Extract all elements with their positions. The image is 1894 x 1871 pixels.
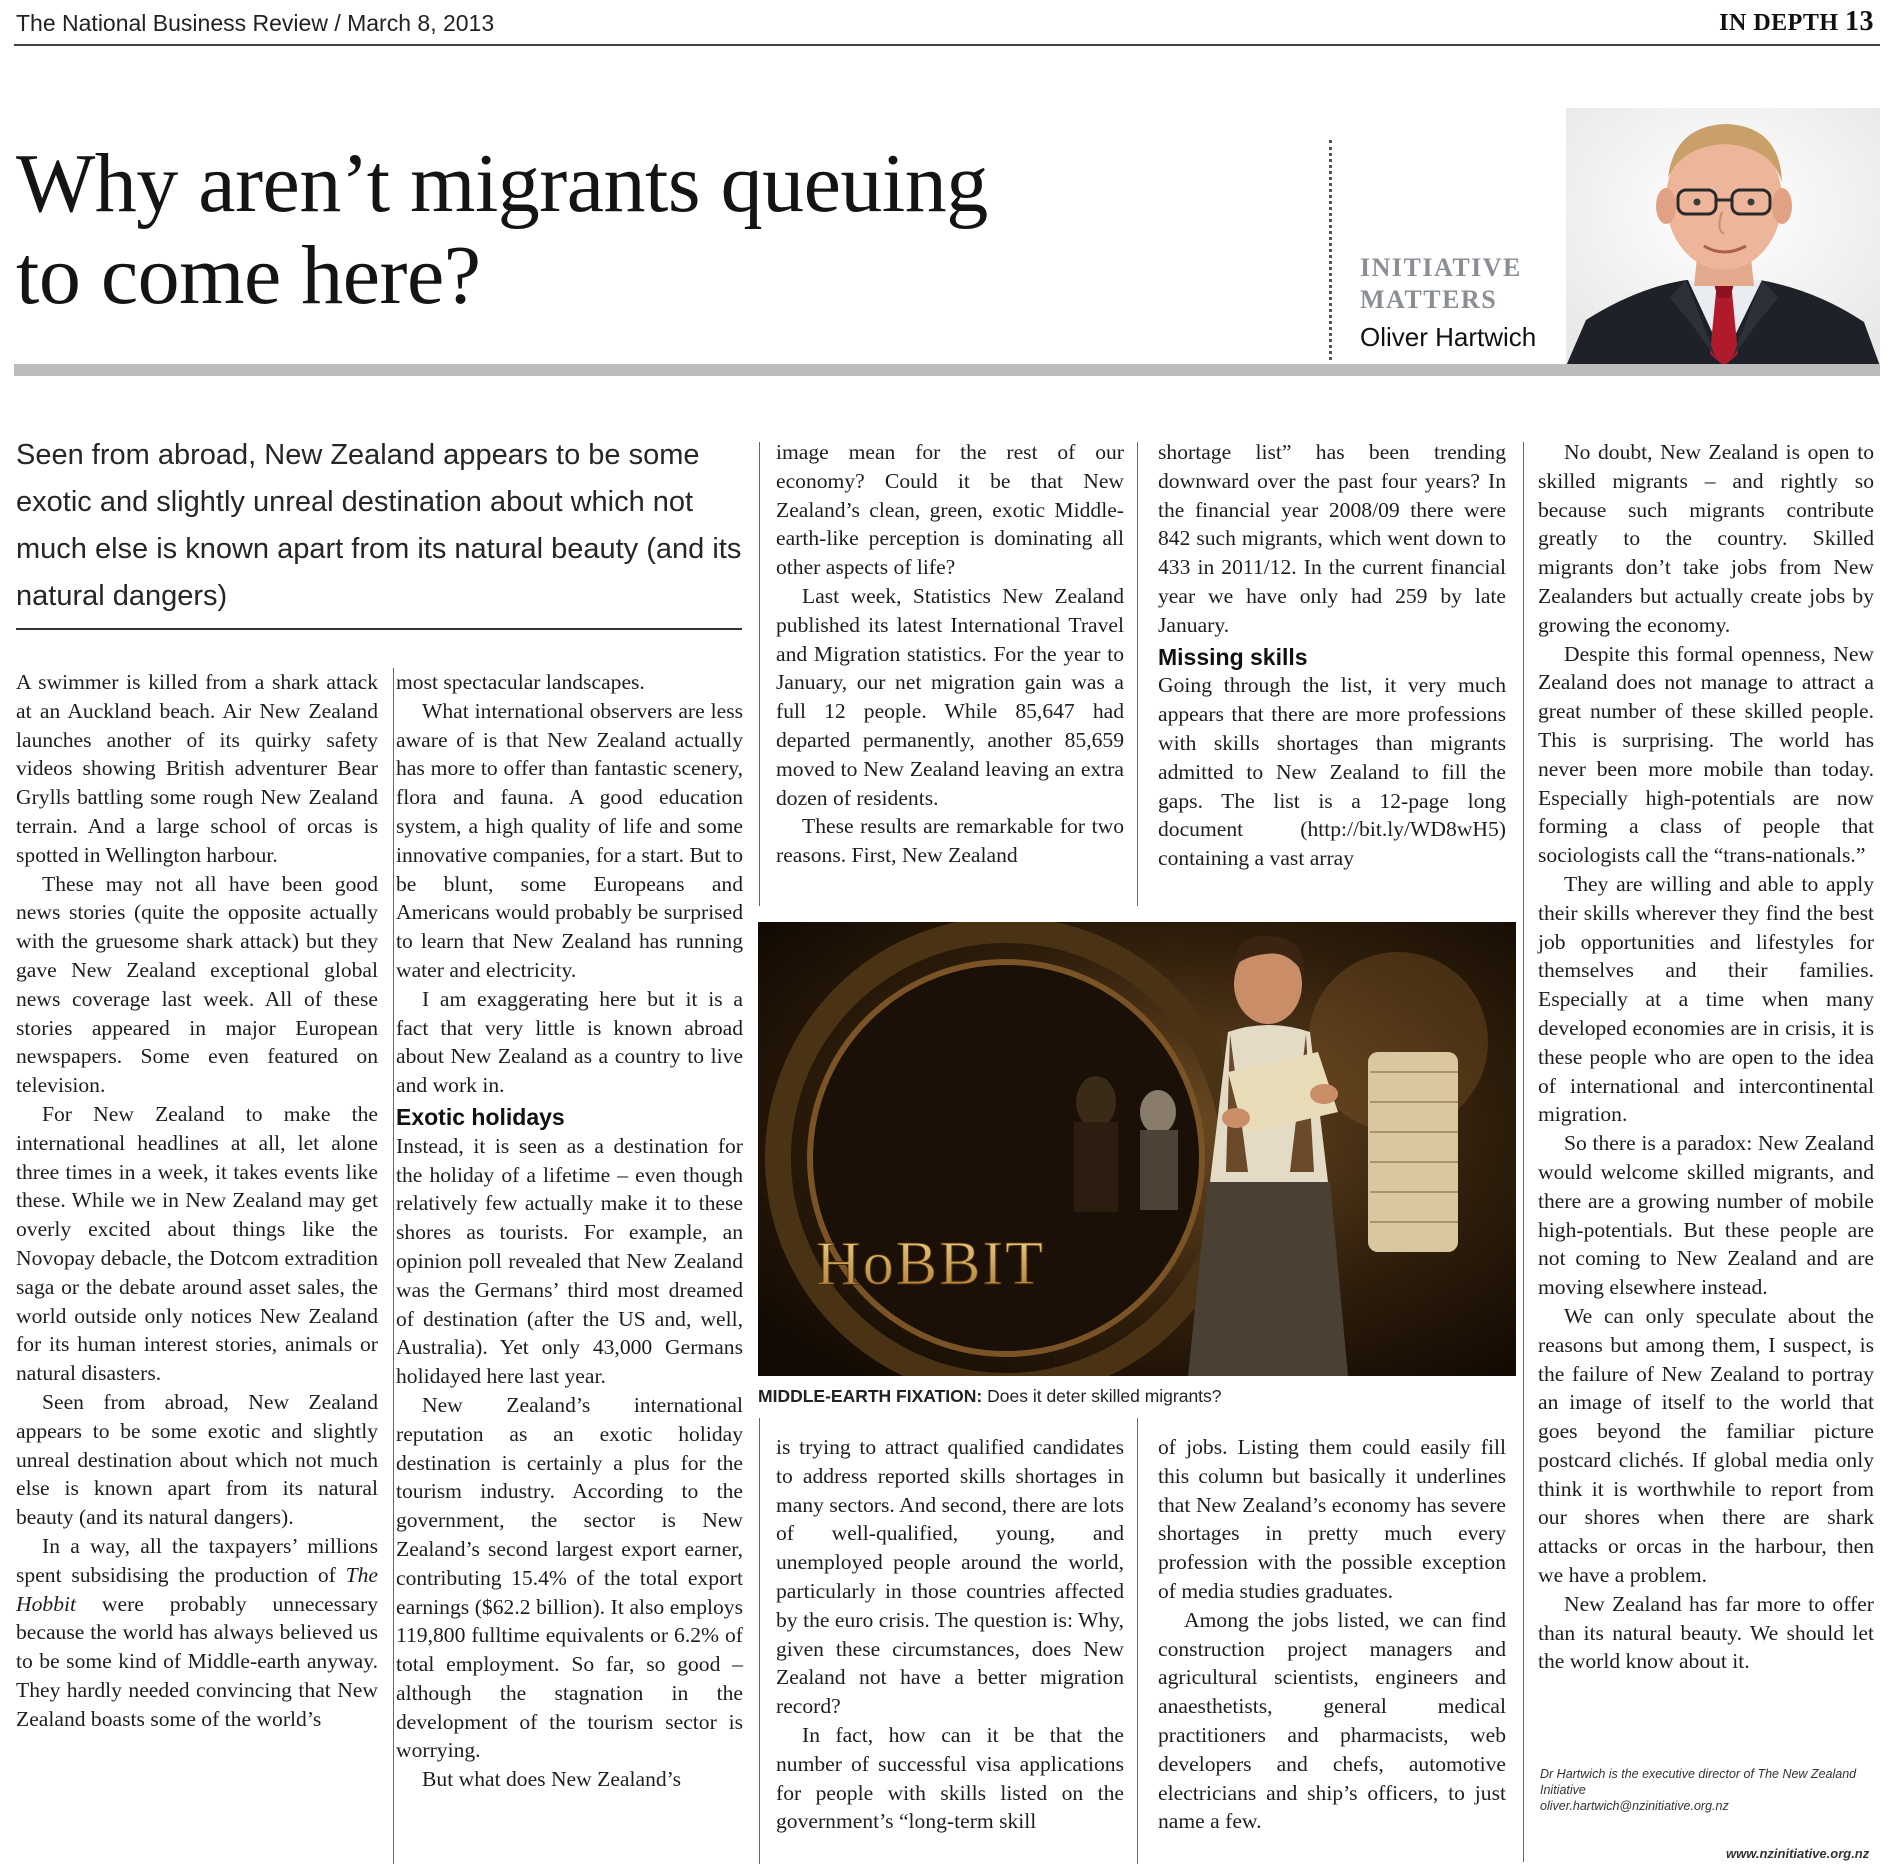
section-name: IN DEPTH bbox=[1719, 10, 1839, 36]
paragraph: Despite this formal openness, New Zealand does not manage to attract a great number of these skilled people. This is surprising. The world has never been more mobile than today. Especially high-potentials are now forming a class of people that sociologists call the “trans-nationals.” bbox=[1538, 641, 1874, 868]
paragraph: is trying to attract qualified candidates to address reported skills shortages in many sectors. And second, there are lots of well-qualified, young, and unemployed people around the world, particularly in those countries affected by the euro crisis. The question is: Why, given these circumstances, does New Zealand not have a better migration record? bbox=[776, 1435, 1124, 1719]
article-column-1 bbox=[16, 668, 378, 1733]
headline-line-1: Why aren’t migrants queuing bbox=[16, 137, 988, 230]
hobbit-scene bbox=[758, 922, 1516, 1376]
paragraph: They are willing and able to apply their skills wherever they find the best job opportunities and lifestyles for themselves and their families. Especially at a time when many developed economies are in crisis, it is these people who are open to the idea of international and intercontinental migration. bbox=[1538, 871, 1874, 1127]
paragraph: In fact, how can it be that the number of successful visa applications for people with skills listed on the government’s “long-term skill bbox=[776, 1722, 1124, 1834]
portrait-illustration bbox=[1566, 108, 1880, 366]
bio-email: oliver.hartwich@nzinitiative.org.nz bbox=[1540, 1799, 1729, 1813]
page-number: 13 bbox=[1845, 6, 1874, 37]
bio-text: Dr Hartwich is the executive director of The New Zealand Initiative bbox=[1540, 1767, 1857, 1797]
caption-head: MIDDLE-EARTH FIXATION: bbox=[758, 1386, 983, 1406]
paragraph: For New Zealand to make the international headlines at all, let alone three times in a week, it takes events like these. While we in New Zealand may get overly excited about things like the Novopay debacle, the Dotcom extradition saga or the debate around asset sales, the world outside only notices New Zealand for its human interest stories, animals or natural disasters. bbox=[16, 1101, 378, 1386]
paragraph: These results are remarkable for two reasons. First, New Zealand bbox=[776, 814, 1124, 868]
text-run: In a way, all the taxpayers’ millions spent subsidising the production of bbox=[16, 1533, 378, 1587]
paragraph: New Zealand’s international reputation as an exotic holiday destination is certainly a plus for the tourism industry. According to the government, the sector is New Zealand’s second largest export earner, contributing 15.4% of the total export earnings ($62.2 billion). It also employs 119,800 fulltime equivalents or 6.2% of total employment. So far, so good – although the stagnation in the development of the tourism sector is worrying. bbox=[396, 1392, 743, 1763]
author-name: Oliver Hartwich bbox=[1360, 322, 1537, 352]
subheading-exotic-holidays: Exotic holidays bbox=[396, 1103, 565, 1130]
text-run: were probably unnecessary because the world has always believed us to be some kind of Middle-earth anyway. They hardly needed convincing that New Zealand boasts some of the world’s bbox=[16, 1591, 378, 1731]
kicker-line-2: MATTERS bbox=[1360, 285, 1498, 314]
article-column-2 bbox=[396, 668, 743, 1794]
paragraph: No doubt, New Zealand is open to skilled migrants – and rightly so because such migrants contribute greatly to the country. Skilled migrants don’t take jobs from New Zealanders but actually create jobs by growing the economy. bbox=[1538, 440, 1874, 637]
author-bio bbox=[1540, 1766, 1870, 1814]
headline-line-2: to come here? bbox=[16, 229, 481, 322]
website-url: www.nzinitiative.org.nz bbox=[1726, 1846, 1870, 1861]
film-title: The Hobbit bbox=[16, 1562, 378, 1616]
standfirst: Seen from abroad, New Zealand appears to be some exotic and slightly unreal destination about which not much else is known apart from its natural beauty (and its natural dangers) bbox=[16, 439, 742, 612]
masthead-rule bbox=[14, 44, 1880, 46]
paragraph: of jobs. Listing them could easily fill this column but basically it underlines that New Zealand’s economy has severe shortages in pretty much every profession with the possible exception of media studies graduates. bbox=[1158, 1435, 1506, 1603]
article-column-5 bbox=[1538, 438, 1874, 1676]
paragraph: Going through the list, it very much appears that there are more professions with skills shortages than migrants admitted to New Zealand to fill the gaps. The list is a 12-page long document (http://bit.ly/WD8wH5) containing a vast array bbox=[1158, 673, 1506, 871]
header-band bbox=[14, 364, 1880, 376]
column-rule-3 bbox=[1137, 442, 1138, 906]
paragraph: most spectacular landscapes. bbox=[396, 670, 645, 694]
column-kicker bbox=[1360, 252, 1580, 316]
headline bbox=[16, 138, 1236, 322]
paragraph: Instead, it is seen as a destination for the holiday of a lifetime – even though relatively few actually make it to these shores as tourists. For example, an opinion poll revealed that New Zealand was the Germans’ third most dreamed of destination (after the US and, well, Australia). Yet only 43,000 Germans holidayed here last year. bbox=[396, 1133, 743, 1389]
article-column-4-bottom bbox=[1158, 1433, 1506, 1836]
hobbit-photo bbox=[758, 922, 1516, 1376]
subheading-missing-skills: Missing skills bbox=[1158, 643, 1308, 670]
column-divider-dots bbox=[1329, 140, 1332, 360]
publication-name: The National Business Review bbox=[16, 10, 328, 36]
paragraph: image mean for the rest of our economy? Could it be that New Zealand’s clean, green, exotic Middle-earth-like perception is dominating all other aspects of life? bbox=[776, 440, 1124, 580]
paragraph: Last week, Statistics New Zealand published its latest International Travel and Migration statistics. For the year to January, our net migration gain was a full 12 people. While 85,647 had departed permanently, another 85,659 moved to New Zealand leaving an extra dozen of residents. bbox=[776, 583, 1124, 810]
paragraph: Among the jobs listed, we can find construction project managers and agricultural scientists, engineers and anaesthetists, general medical practitioners and pharmacists, web developers and chefs, automotive electricians and ship’s officers, to just name a few. bbox=[1158, 1607, 1506, 1834]
column-rule-2b bbox=[759, 1418, 760, 1864]
paragraph: Seen from abroad, New Zealand appears to be some exotic and slightly unreal destination about which not much else is known apart from its natural beauty (and its natural dangers). bbox=[16, 1389, 378, 1530]
kicker-line-1: INITIATIVE bbox=[1360, 253, 1522, 282]
paragraph: New Zealand has far more to offer than its natural beauty. We should let the world know about it. bbox=[1538, 1591, 1874, 1674]
paragraph: What international observers are less aware of is that New Zealand actually has more to offer than fantastic scenery, flora and fauna. A good education system, a high quality of life and some innovative companies, for a start. But to be blunt, some Europeans and Americans would probably be surprised to learn that New Zealand has running water and electricity. bbox=[396, 698, 743, 982]
article-column-3-bottom bbox=[776, 1433, 1124, 1836]
issue-date: March 8, 2013 bbox=[347, 10, 495, 36]
article-column-3-top bbox=[776, 438, 1124, 870]
paragraph: A swimmer is killed from a shark attack at an Auckland beach. Air New Zealand launches another of its quirky safety videos showing British adventurer Bear Grylls battling some rough New Zealand terrain. And a large school of orcas is spotted in Wellington harbour. bbox=[16, 670, 378, 867]
paragraph: I am exaggerating here but it is a fact that very little is known abroad about New Zealand as a country to live and work in. bbox=[396, 986, 743, 1098]
paragraph: We can only speculate about the reasons but among them, I suspect, is the failure of New Zealand to portray an image of itself to the world that goes beyond the familiar picture postcard clichés. If global media only think it is worthwhile to report from our shores when there are shark attacks or orcas in the harbour, then we have a problem. bbox=[1538, 1303, 1874, 1588]
author-portrait bbox=[1566, 108, 1880, 366]
standfirst-rule bbox=[16, 628, 742, 630]
column-rule-2 bbox=[759, 442, 760, 906]
section-label bbox=[1719, 6, 1874, 38]
caption-text: Does it deter skilled migrants? bbox=[987, 1386, 1222, 1406]
article-column-4-top bbox=[1158, 438, 1506, 873]
paragraph bbox=[16, 1532, 378, 1734]
column-rule-3b bbox=[1137, 1418, 1138, 1864]
paragraph: But what does New Zealand’s bbox=[422, 1767, 682, 1792]
masthead-publication bbox=[16, 10, 494, 37]
paragraph: shortage list” has been trending downward over the past four years? In the financial year 2008/09 there were 842 such migrants, which went down to 433 in 2011/12. In the current financial year we have only had 259 by late January. bbox=[1158, 440, 1506, 637]
column-rule-1 bbox=[393, 668, 394, 1864]
paragraph: So there is a paradox: New Zealand would welcome skilled migrants, and there are a growing number of mobile high-potentials. But these people are not coming to New Zealand and are moving elsewhere instead. bbox=[1538, 1131, 1874, 1300]
photo-title: HoBBIT bbox=[816, 1230, 1045, 1298]
column-rule-4 bbox=[1523, 442, 1524, 1862]
photo-caption bbox=[758, 1386, 1518, 1407]
paragraph: These may not all have been good news stories (quite the opposite actually with the gruesome shark attack) but they gave New Zealand exceptional global news coverage last week. All of these stories appeared in major European newspapers. Some even featured on television. bbox=[16, 871, 378, 1098]
masthead-separator: / bbox=[334, 10, 341, 36]
